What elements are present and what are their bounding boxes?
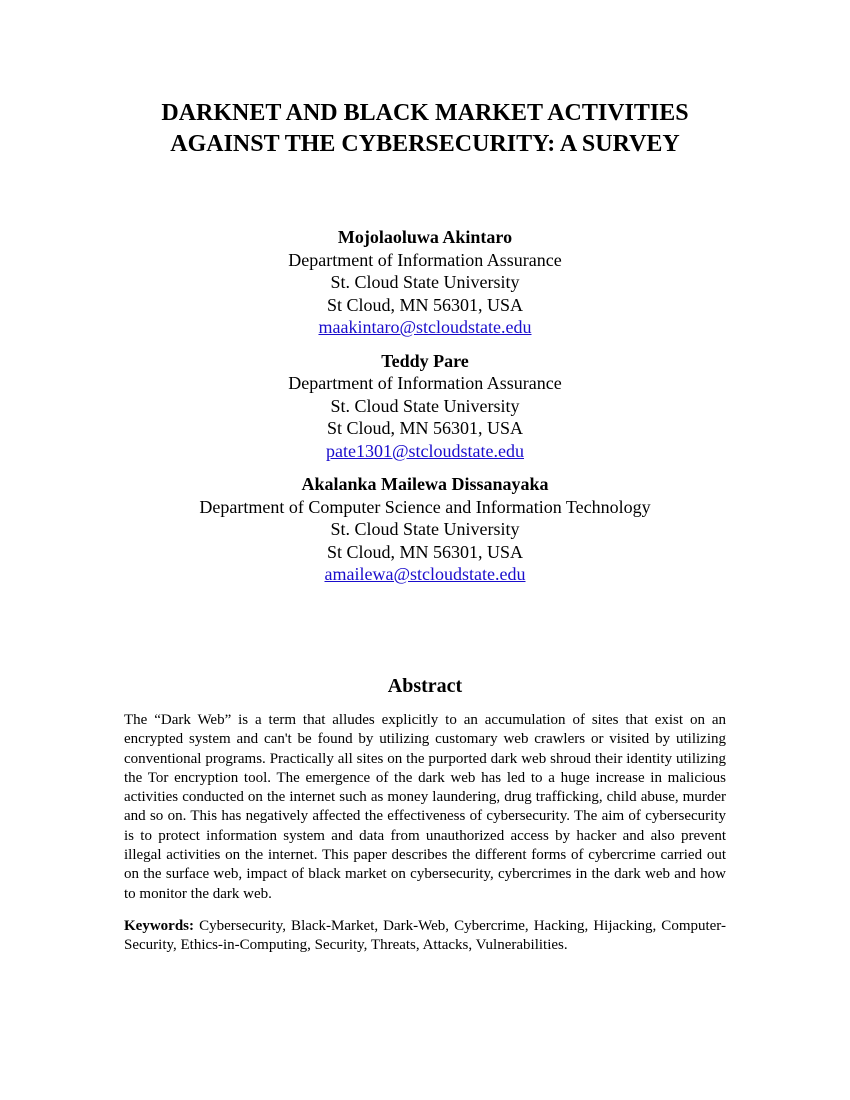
author-university: St. Cloud State University [330, 272, 520, 292]
author-department: Department of Computer Science and Information Technology [199, 496, 651, 517]
author-email-link[interactable]: maakintaro@stcloudstate.edu [318, 317, 532, 337]
keywords-paragraph [124, 917, 726, 956]
author-department: Department of Information Assurance [288, 249, 562, 270]
author-name: Teddy Pare [381, 350, 469, 371]
paper-title [0, 98, 850, 160]
author-email-link[interactable]: amailewa@stcloudstate.edu [324, 564, 526, 584]
author-block-2 [0, 350, 850, 463]
abstract-body: The “Dark Web” is a term that alludes explicitly to an accumulation of sites that exist on an encrypted system and can't be found by utilizing customary web crawlers or visited by utilizing conventional programs. Practically all sites on the purported dark web shroud their identity utilizing the Tor encryption tool. The emergence of the dark web has led to a huge increase in malicious activities conducted on the internet such as money laundering, drug trafficking, child abuse, murder and so on. This has negatively affected the effectiveness of cybersecurity. The aim of cybersecurity is to protect information system and data from unauthorized access by hacker and also prevent illegal activities on the internet. This paper describes the different forms of cybercrime carried out on the surface web, impact of black market on cybersecurity, cybercrimes in the dark web and how to monitor the dark web. [124, 712, 726, 902]
author-address: St Cloud, MN 56301, USA [326, 541, 524, 562]
paper-title-line-1: DARKNET AND BLACK MARKET ACTIVITIES [161, 100, 689, 126]
paper-title-line-2: AGAINST THE CYBERSECURITY: A SURVEY [170, 131, 680, 157]
author-university: St. Cloud State University [330, 519, 520, 539]
author-address: St Cloud, MN 56301, USA [326, 294, 524, 315]
author-list [0, 226, 850, 597]
author-name: Akalanka Mailewa Dissanayaka [301, 474, 549, 494]
keywords-label: Keywords: [124, 918, 194, 934]
author-name: Mojolaoluwa Akintaro [337, 227, 513, 247]
author-address: St Cloud, MN 56301, USA [326, 418, 524, 438]
author-block-3 [0, 473, 850, 586]
author-block-1 [0, 226, 850, 339]
author-email-link[interactable]: pate1301@stcloudstate.edu [325, 440, 525, 461]
keywords-text: Cybersecurity, Black-Market, Dark-Web, Cybercrime, Hacking, Hijacking, Computer-Security, Ethics-in-Computing, Security, Threats, Attacks, Vulnerabilities. [124, 918, 726, 954]
author-department: Department of Information Assurance [288, 373, 562, 393]
abstract-heading: Abstract [387, 675, 463, 697]
author-university: St. Cloud State University [330, 395, 520, 416]
